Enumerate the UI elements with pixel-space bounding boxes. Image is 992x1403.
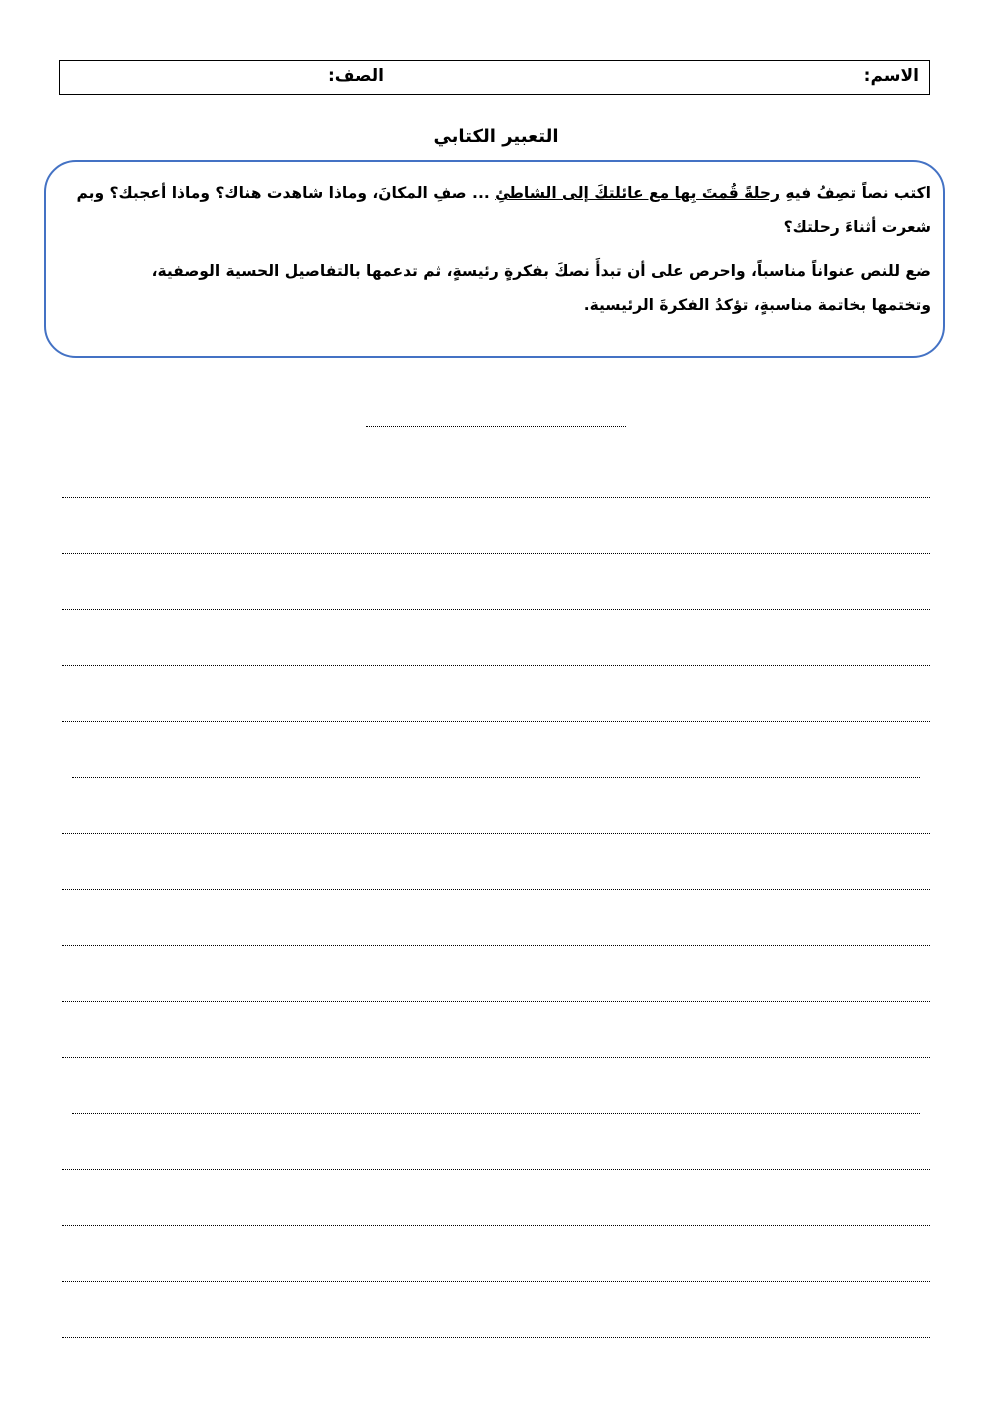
prompt-line-2: شعرت أثناءَ رحلتك؟: [783, 218, 931, 236]
writing-line[interactable]: [62, 944, 930, 946]
writing-line[interactable]: [62, 496, 930, 498]
writing-line[interactable]: [62, 1000, 930, 1002]
student-info-box: [59, 60, 930, 95]
writing-line[interactable]: [62, 608, 930, 610]
prompt-box: [44, 160, 945, 358]
writing-line[interactable]: [62, 888, 930, 890]
writing-line[interactable]: [62, 1224, 930, 1226]
writing-line[interactable]: [72, 1112, 920, 1114]
prompt-line-3: ضع للنص عنواناً مناسباً، واحرص على أن تبدأَ نصكَ بفكرةٍ رئيسةٍ، ثم تدعمها بالتفاصيل الحسية الوصفية،: [151, 262, 931, 280]
writing-line[interactable]: [62, 1336, 930, 1338]
writing-line[interactable]: [62, 552, 930, 554]
prompt-underlined-phrase: رحلةً قُمتَ بِها مع عائلتكَ إلى الشاطئِ: [495, 184, 780, 202]
essay-title-line[interactable]: [366, 418, 626, 427]
class-label: الصف:: [327, 66, 384, 86]
writing-line[interactable]: [62, 664, 930, 666]
writing-line[interactable]: [62, 1056, 930, 1058]
prompt-line-1: [58, 176, 931, 210]
prompt-line-1-end: ... صفِ المكانَ، وماذا شاهدت هناك؟ وماذا أعجبك؟ وبم: [76, 184, 496, 202]
writing-line[interactable]: [62, 720, 930, 722]
writing-line[interactable]: [62, 1280, 930, 1282]
writing-line[interactable]: [62, 1168, 930, 1170]
name-label: الاسم:: [863, 66, 919, 86]
page-title: التعبير الكتابي: [433, 126, 559, 147]
writing-line[interactable]: [62, 832, 930, 834]
writing-line[interactable]: [72, 776, 920, 778]
prompt-line-4: وتختمها بخاتمة مناسبةٍ، تؤكدُ الفكرةَ الرئيسية.: [583, 296, 931, 314]
prompt-line-1-start: اكتب نصاً تصِفُ فيهِ: [780, 184, 931, 202]
